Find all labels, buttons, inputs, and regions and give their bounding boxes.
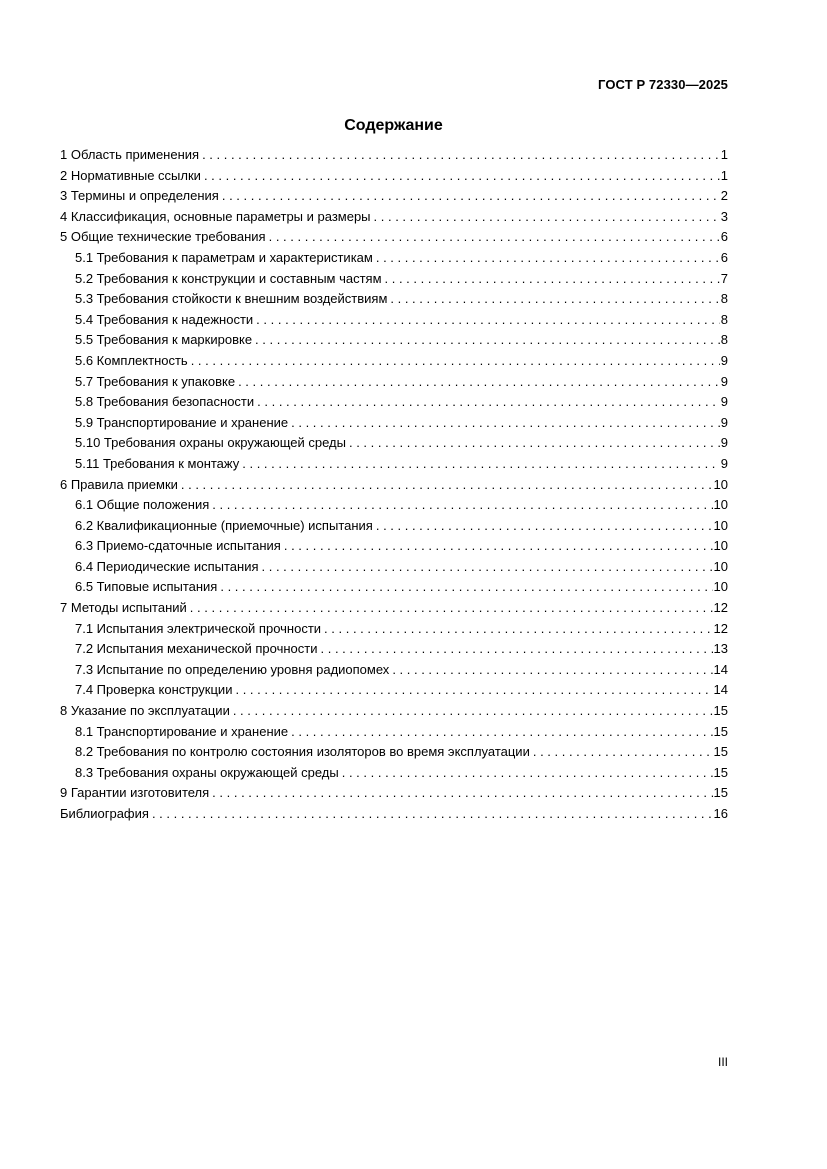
toc-dot-leader	[238, 372, 720, 393]
toc-entry-page: 9	[720, 414, 728, 430]
toc-dot-leader	[152, 804, 713, 825]
toc-entry-page: 10	[713, 497, 728, 513]
toc-entry-label: 5.3 Требования стойкости к внешним воздействиям	[75, 291, 388, 307]
toc-entry-label: 8 Указание по эксплуатации	[60, 703, 230, 719]
toc-entry-label: 6.3 Приемо-сдаточные испытания	[75, 538, 281, 554]
toc-entry[interactable]	[60, 454, 728, 475]
toc-entry-label: 6.4 Периодические испытания	[75, 558, 259, 574]
toc-entry-page: 8	[720, 311, 728, 327]
toc-entry-page: 12	[713, 620, 728, 636]
toc-dot-leader	[222, 186, 720, 207]
toc-dot-leader	[374, 207, 720, 228]
toc-entry[interactable]	[60, 680, 728, 701]
toc-entry-label: 5.2 Требования к конструкции и составным частям	[75, 270, 382, 286]
page-number: III	[717, 1055, 728, 1069]
toc-entry-label: 7 Методы испытаний	[60, 600, 187, 616]
toc-entry-label: 3 Термины и определения	[60, 188, 219, 204]
toc-entry-label: Библиография	[60, 806, 149, 821]
toc-dot-leader	[392, 660, 712, 681]
toc-entry-page: 10	[713, 538, 728, 554]
toc-entry-page: 14	[713, 682, 728, 698]
toc-entry[interactable]	[60, 330, 728, 351]
toc-entry-label: 5.8 Требования безопасности	[75, 394, 255, 410]
toc-entry[interactable]	[60, 701, 728, 722]
toc-entry[interactable]	[60, 227, 728, 248]
toc-entry-page: 9	[720, 373, 728, 389]
toc-dot-leader	[212, 783, 712, 804]
toc-dot-leader	[202, 145, 720, 166]
toc-dot-leader	[376, 248, 720, 269]
toc-entry[interactable]	[60, 557, 728, 578]
toc-dot-leader	[376, 516, 713, 537]
toc-dot-leader	[349, 433, 720, 454]
toc-entry[interactable]	[60, 495, 728, 516]
toc-dot-leader	[220, 577, 712, 598]
toc-entry-label: 8.1 Транспортирование и хранение	[75, 723, 289, 739]
toc-entry[interactable]	[60, 372, 728, 393]
toc-entry-page: 16	[713, 806, 728, 821]
toc-dot-leader	[284, 536, 713, 557]
toc-entry-label: 5.10 Требования охраны окружающей среды	[75, 435, 346, 451]
toc-title: Содержание	[344, 117, 443, 134]
toc-dot-leader	[256, 310, 720, 331]
toc-entry-page: 6	[720, 229, 728, 245]
toc-entry[interactable]	[60, 289, 728, 310]
toc-entry[interactable]	[60, 783, 728, 804]
toc-dot-leader	[342, 763, 713, 784]
toc-entry-page: 10	[713, 558, 728, 574]
toc-entry[interactable]	[60, 269, 728, 290]
toc-dot-leader	[242, 454, 720, 475]
toc-entry[interactable]	[60, 516, 728, 537]
toc-entry[interactable]	[60, 763, 728, 784]
toc-entry-page: 15	[713, 723, 728, 739]
toc-entry[interactable]	[60, 207, 728, 228]
toc-entry-page: 15	[713, 785, 728, 801]
toc-entry-page: 8	[720, 332, 728, 348]
toc-entry-page: 9	[720, 455, 728, 471]
toc-entry-page: 2	[720, 188, 728, 204]
toc-entry-label: 6 Правила приемки	[60, 476, 178, 492]
toc-entry-label: 5.1 Требования к параметрам и характеристикам	[75, 249, 373, 265]
toc-entry-label: 7.2 Испытания механической прочности	[75, 641, 318, 657]
toc-entry-page: 13	[713, 641, 728, 657]
toc-entry-page: 3	[720, 208, 728, 224]
table-of-contents	[60, 145, 728, 825]
toc-dot-leader	[212, 495, 712, 516]
toc-entry[interactable]	[60, 475, 728, 496]
toc-entry-page: 14	[713, 661, 728, 677]
toc-entry-page: 15	[713, 744, 728, 760]
toc-entry[interactable]	[60, 351, 728, 372]
toc-dot-leader	[324, 619, 712, 640]
toc-entry-label: 2 Нормативные ссылки	[60, 167, 201, 183]
toc-dot-leader	[190, 598, 713, 619]
toc-entry-page: 10	[713, 517, 728, 533]
toc-dot-leader	[385, 269, 720, 290]
toc-entry-label: 7.4 Проверка конструкции	[75, 682, 233, 698]
toc-entry-label: 5.11 Требования к монтажу	[75, 455, 240, 471]
toc-entry-label: 5 Общие технические требования	[60, 229, 266, 245]
toc-entry-label: 5.4 Требования к надежности	[75, 311, 254, 327]
toc-entry[interactable]	[60, 598, 728, 619]
toc-entry-label: 7.1 Испытания электрической прочности	[75, 620, 322, 636]
toc-dot-leader	[262, 557, 713, 578]
toc-entry-page: 9	[720, 352, 728, 368]
toc-entry[interactable]	[60, 433, 728, 454]
toc-entry-label: 5.9 Транспортирование и хранение	[75, 414, 289, 430]
toc-entry[interactable]	[60, 145, 728, 166]
toc-entry-page: 15	[713, 703, 728, 719]
toc-entry-label: 6.1 Общие положения	[75, 497, 210, 513]
toc-entry-label: 8.2 Требования по контролю состояния изоляторов во время эксплуатации	[75, 744, 530, 760]
toc-entry-page: 7	[720, 270, 728, 286]
toc-entry-page: 15	[713, 764, 728, 780]
toc-dot-leader	[181, 475, 713, 496]
toc-dot-leader	[204, 166, 720, 187]
toc-dot-leader	[291, 413, 720, 434]
toc-entry-label: 4 Классификация, основные параметры и размеры	[60, 208, 371, 224]
toc-entry[interactable]	[60, 639, 728, 660]
toc-entry-label: 5.7 Требования к упаковке	[75, 373, 236, 389]
toc-entry[interactable]	[60, 619, 728, 640]
toc-entry-label: 6.2 Квалификационные (приемочные) испытания	[75, 517, 373, 533]
toc-entry-page: 9	[720, 435, 728, 451]
toc-entry-label: 1 Область применения	[60, 147, 200, 162]
toc-dot-leader	[235, 680, 712, 701]
toc-entry[interactable]	[60, 413, 728, 434]
toc-entry-label: 8.3 Требования охраны окружающей среды	[75, 764, 339, 780]
toc-dot-leader	[269, 227, 720, 248]
toc-entry[interactable]	[60, 392, 728, 413]
toc-entry-page: 9	[720, 394, 728, 410]
toc-dot-leader	[321, 639, 713, 660]
toc-entry[interactable]	[60, 536, 728, 557]
toc-entry-label: 9 Гарантии изготовителя	[60, 785, 210, 801]
toc-entry-page: 1	[720, 147, 728, 162]
toc-dot-leader	[291, 722, 712, 743]
toc-dot-leader	[257, 392, 720, 413]
toc-entry-label: 5.5 Требования к маркировке	[75, 332, 253, 348]
toc-entry-page: 10	[713, 579, 728, 595]
toc-entry-label: 6.5 Типовые испытания	[75, 579, 218, 595]
toc-entry-page: 8	[720, 291, 728, 307]
toc-entry-page: 1	[720, 167, 728, 183]
toc-entry[interactable]	[60, 186, 728, 207]
toc-dot-leader	[255, 330, 720, 351]
toc-dot-leader	[533, 742, 713, 763]
toc-entry-page: 12	[713, 600, 728, 616]
toc-entry-label: 5.6 Комплектность	[75, 352, 188, 368]
toc-entry[interactable]	[60, 660, 728, 681]
toc-dot-leader	[390, 289, 719, 310]
toc-entry[interactable]	[60, 248, 728, 269]
toc-entry[interactable]	[60, 166, 728, 187]
toc-entry-page: 10	[713, 476, 728, 492]
toc-entry[interactable]	[60, 577, 728, 598]
document-code: ГОСТ Р 72330—2025	[598, 77, 728, 92]
toc-entry[interactable]	[60, 722, 728, 743]
toc-dot-leader	[191, 351, 720, 372]
toc-dot-leader	[233, 701, 713, 722]
toc-entry[interactable]	[60, 804, 728, 825]
toc-entry-page: 6	[720, 249, 728, 265]
toc-entry[interactable]	[60, 742, 728, 763]
toc-entry-label: 7.3 Испытание по определению уровня радиопомех	[75, 661, 390, 677]
toc-entry[interactable]	[60, 310, 728, 331]
